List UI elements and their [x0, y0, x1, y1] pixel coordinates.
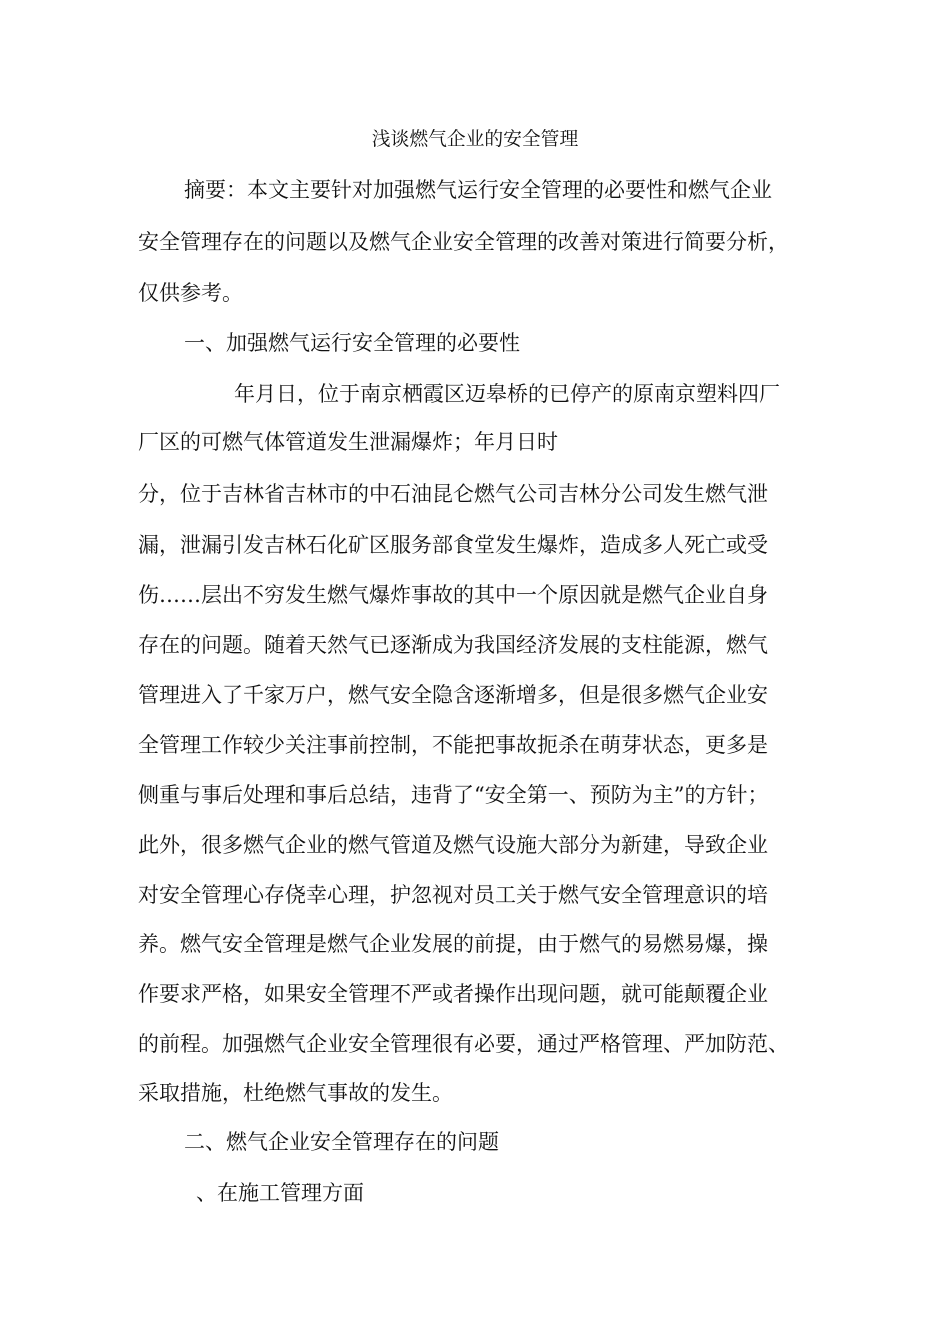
section1-line: 采取措施，杜绝燃气事故的发生。 [138, 1081, 453, 1105]
section1-line: 伤……层出不穷发生燃气爆炸事故的其中一个原因就是燃气企业自身 [138, 583, 768, 607]
section1-line: 全管理工作较少关注事前控制，不能把事故扼杀在萌芽状态，更多是 [138, 733, 768, 757]
section1-line: 作要求严格，如果安全管理不严或者操作出现问题，就可能颠覆企业 [138, 982, 768, 1006]
section2-subheading: 、在施工管理方面 [196, 1181, 364, 1205]
section2-heading: 二、燃气企业安全管理存在的问题 [184, 1130, 499, 1154]
section1-line: 厂区的可燃气体管道发生泄漏爆炸；年月日时 [138, 430, 558, 454]
section1-line: 侧重与事后处理和事后总结，违背了“安全第一、预防为主”的方针； [138, 783, 769, 807]
abstract-line-2: 安全管理存在的问题以及燃气企业安全管理的改善对策进行简要分析， [138, 230, 789, 254]
section1-line: 漏，泄漏引发吉林石化矿区服务部食堂发生爆炸，造成多人死亡或受 [138, 533, 768, 557]
section1-line: 管理进入了千家万户，燃气安全隐含逐渐增多，但是很多燃气企业安 [138, 683, 768, 707]
section1-line: 分，位于吉林省吉林市的中石油昆仑燃气公司吉林分公司发生燃气泄 [138, 482, 768, 506]
section1-line: 年月日，位于南京栖霞区迈皋桥的已停产的原南京塑料四厂 [234, 382, 780, 406]
abstract-line-3: 仅供参考。 [138, 281, 243, 305]
abstract-line-1: 摘要：本文主要针对加强燃气运行安全管理的必要性和燃气企业 [184, 178, 772, 202]
section1-line: 存在的问题。随着天然气已逐渐成为我国经济发展的支柱能源，燃气 [138, 633, 768, 657]
section1-line: 对安全管理心存侥幸心理，护忽视对员工关于燃气安全管理意识的培 [138, 883, 768, 907]
document-title: 浅谈燃气企业的安全管理 [371, 129, 579, 150]
section1-line: 的前程。加强燃气企业安全管理很有必要，通过严格管理、严加防范、 [138, 1032, 789, 1056]
section1-heading: 一、加强燃气运行安全管理的必要性 [184, 331, 520, 355]
section1-line: 养。燃气安全管理是燃气企业发展的前提，由于燃气的易燃易爆，操 [138, 932, 768, 956]
section1-line: 此外，很多燃气企业的燃气管道及燃气设施大部分为新建，导致企业 [138, 833, 768, 857]
